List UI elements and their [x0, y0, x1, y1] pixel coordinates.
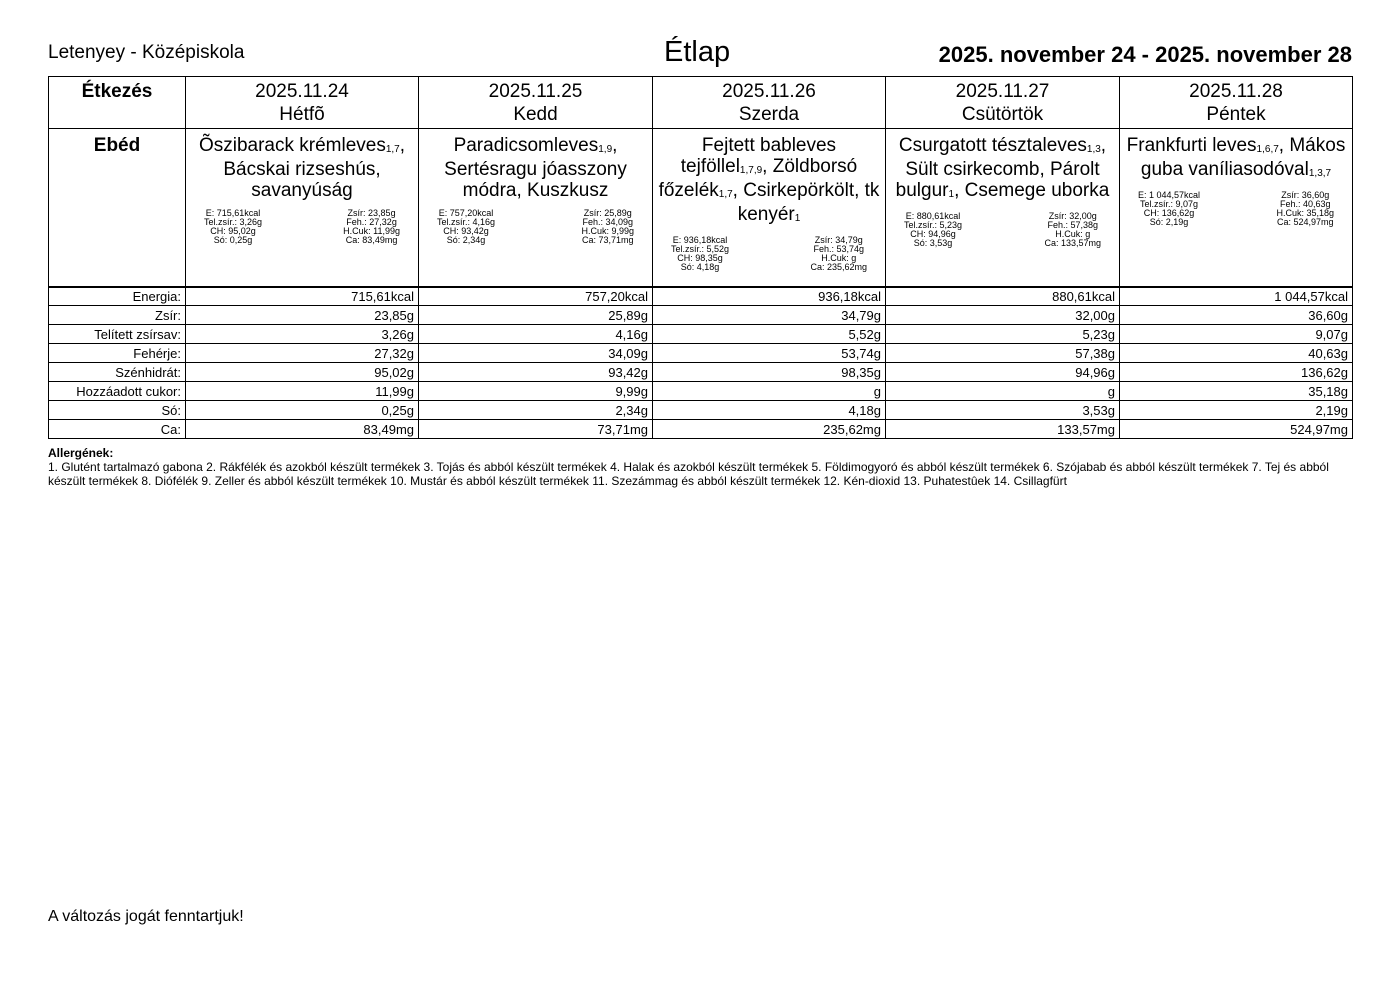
nutrition-row [49, 325, 1353, 344]
nutrition-line: CH: 136,62g [1143, 208, 1195, 218]
meal-cell [419, 129, 653, 288]
nutrition-line: H.Cuk: g [821, 253, 857, 263]
nutrition-value: 133,57mg [886, 420, 1120, 439]
nutrition-line: Zsír: 36,60g [1281, 190, 1330, 200]
day-header [419, 77, 653, 129]
day-name: Hétfõ [279, 104, 325, 125]
nutrition-value: 98,35g [653, 363, 886, 382]
nutrition-line: E: 757,20kcal [438, 208, 494, 218]
nutrition-value: 235,62mg [653, 420, 886, 439]
page-header [48, 36, 1352, 76]
meal-description: Õszibarack krémleves$_{1,7}$, Bácskai rizseshús, savanyúság [198, 135, 406, 201]
nutrition-label: Telített zsírsav: [49, 325, 186, 344]
nutrition-line: Feh.: 53,74g [813, 244, 864, 254]
meal-cell [186, 129, 419, 288]
nutrition-value: 4,18g [653, 401, 886, 420]
nutrition-value: 34,79g [653, 306, 886, 325]
day-name: Péntek [1206, 104, 1266, 125]
nutrition-value: g [653, 382, 886, 401]
day-date: 2025.11.26 [722, 81, 816, 102]
nutrition-label: Szénhidrát: [49, 363, 186, 382]
nutrition-line: Tel.zsír.: 4,16g [437, 217, 496, 227]
nutrition-row [49, 420, 1353, 439]
nutrition-line: H.Cuk: 11,99g [343, 226, 400, 236]
nutrition-row [49, 401, 1353, 420]
nutrition-row [49, 287, 1353, 306]
nutrition-line: Zsír: 34,79g [814, 235, 863, 245]
nutrition-line: Feh.: 40,63g [1279, 199, 1331, 209]
meal-description: Fejtett bableves tejföllel$_{1,7,9}$, Zöldborsó főzelék$_{1,7}$, Csirkepörkölt, tk kenyér$_1$ [658, 135, 880, 225]
nutrition-line: CH: 93,42g [443, 226, 489, 236]
nutrition-label: Só: [49, 401, 186, 420]
day-header [1120, 77, 1353, 129]
nutrition-line: E: 880,61kcal [905, 211, 961, 221]
nutrition-value: 136,62g [1120, 363, 1353, 382]
nutrition-value: 36,60g [1120, 306, 1353, 325]
nutrition-value: 2,19g [1120, 401, 1353, 420]
day-header [186, 77, 419, 129]
menu-table [48, 76, 1353, 288]
nutrition-line: Só: 4,18g [680, 262, 720, 272]
nutrition-line: E: 715,61kcal [205, 208, 261, 218]
nutrition-value: 1 044,57kcal [1120, 287, 1353, 306]
nutrition-value: 5,23g [886, 325, 1120, 344]
footer-note: A változás jogát fenntartjuk! [48, 908, 244, 925]
nutrition-label: Energia: [49, 287, 186, 306]
meal-description: Csurgatott tésztaleves$_{1,3}$, Sült csirkecomb, Párolt bulgur$_1$, Csemege uborka [895, 135, 1110, 201]
nutrition-value: 93,42g [419, 363, 653, 382]
nutrition-value: 23,85g [186, 306, 419, 325]
nutrition-value: 83,49mg [186, 420, 419, 439]
nutrition-line: Tel.zsír.: 5,52g [671, 244, 730, 254]
nutrition-line: CH: 94,96g [910, 229, 956, 239]
day-date: 2025.11.28 [1189, 81, 1283, 102]
meal-nutrition-summary [204, 209, 400, 245]
meal-nutrition-summary [671, 236, 867, 272]
allergen-section [48, 446, 1352, 488]
nutrition-value: 11,99g [186, 382, 419, 401]
day-date: 2025.11.27 [955, 81, 1050, 102]
school-name: Letenyey - Középiskola [48, 42, 245, 63]
nutrition-line: Só: 0,25g [213, 235, 253, 245]
day-name: Csütörtök [961, 104, 1044, 125]
nutrition-line: Só: 2,34g [446, 235, 486, 245]
nutrition-value: 4,16g [419, 325, 653, 344]
nutrition-row [49, 344, 1353, 363]
nutrition-value: 3,26g [186, 325, 419, 344]
nutrition-label: Ca: [49, 420, 186, 439]
meal-nutrition-summary [904, 212, 1101, 248]
nutrition-value: 880,61kcal [886, 287, 1120, 306]
page-title: Étlap [664, 36, 731, 68]
day-header-row [49, 77, 1353, 129]
date-range: 2025. november 24 - 2025. november 28 [938, 42, 1352, 67]
meal-cell [886, 129, 1120, 288]
nutrition-value: 715,61kcal [186, 287, 419, 306]
lunch-row [49, 129, 1353, 288]
nutrition-value: 0,25g [186, 401, 419, 420]
meal-cell [1120, 129, 1353, 288]
nutrition-line: Ca: 83,49mg [345, 235, 398, 245]
day-date: 2025.11.24 [255, 81, 349, 102]
meal-description: Paradicsomleves$_{1,9}$, Sertésragu jóasszony módra, Kuszkusz [444, 135, 627, 201]
nutrition-line: H.Cuk: 35,18g [1276, 208, 1334, 218]
nutrition-value: 94,96g [886, 363, 1120, 382]
meal-nutrition-summary [1138, 191, 1334, 227]
nutrition-value: 2,34g [419, 401, 653, 420]
nutrition-line: Ca: 235,62mg [810, 262, 867, 272]
day-name: Szerda [738, 104, 800, 125]
nutrition-value: 53,74g [653, 344, 886, 363]
nutrition-label: Hozzáadott cukor: [49, 382, 186, 401]
nutrition-value: 5,52g [653, 325, 886, 344]
nutrition-row [49, 363, 1353, 382]
nutrition-value: 27,32g [186, 344, 419, 363]
nutrition-line: CH: 98,35g [677, 253, 723, 263]
nutrition-line: Zsír: 23,85g [347, 208, 396, 218]
nutrition-line: Tel.zsír.: 9,07g [1140, 199, 1199, 209]
nutrition-value: 757,20kcal [419, 287, 653, 306]
day-date: 2025.11.25 [488, 81, 583, 102]
nutrition-row [49, 382, 1353, 401]
nutrition-label: Zsír: [49, 306, 186, 325]
nutrition-line: Feh.: 34,09g [582, 217, 633, 227]
meal-description: Frankfurti leves$_{1,6,7}$, Mákos guba vaníliasodóval$_{1,3,7}$ [1126, 135, 1346, 180]
meal-column-header: Étkezés [49, 77, 186, 129]
allergen-heading: Allergének: [48, 446, 114, 460]
meal-nutrition-summary [437, 209, 634, 245]
meal-cell [653, 129, 886, 288]
nutrition-value: 524,97mg [1120, 420, 1353, 439]
nutrition-line: CH: 95,02g [210, 226, 256, 236]
nutrition-table [48, 286, 1353, 439]
nutrition-line: H.Cuk: 9,99g [581, 226, 634, 236]
nutrition-value: 73,71mg [419, 420, 653, 439]
nutrition-value: 35,18g [1120, 382, 1353, 401]
nutrition-line: E: 1 044,57kcal [1138, 190, 1201, 200]
allergen-list: 1. Glutént tartalmazó gabona 2. Rákfélék és azokból készült termékek 3. Tojás és abból készült termékek 4. Halak és azokból készült termékek 5. Földimogyoró és abból készült termékek 6. Szójabab és abból készült termékek 7. Tej és abból készült termékek 8. Diófélék 9. Zeller és abból készült termékek 10. Mustár és abból készült termékek 11. Szezámmag és abból készült termékek 12. Kén-dioxid 13. Puhatestûek 14. Csillagfürt [48, 460, 1329, 488]
nutrition-value: 32,00g [886, 306, 1120, 325]
nutrition-line: Ca: 73,71mg [581, 235, 634, 245]
nutrition-line: E: 936,18kcal [672, 235, 728, 245]
nutrition-line: Feh.: 57,38g [1047, 220, 1098, 230]
nutrition-value: 9,07g [1120, 325, 1353, 344]
nutrition-value: 25,89g [419, 306, 653, 325]
nutrition-line: Só: 2,19g [1149, 217, 1189, 227]
nutrition-value: g [886, 382, 1120, 401]
day-header [886, 77, 1120, 129]
nutrition-line: Só: 3,53g [913, 238, 953, 248]
meal-label: Ebéd [49, 129, 186, 288]
nutrition-line: Feh.: 27,32g [346, 217, 397, 227]
nutrition-row [49, 306, 1353, 325]
nutrition-value: 57,38g [886, 344, 1120, 363]
nutrition-value: 3,53g [886, 401, 1120, 420]
nutrition-line: Tel.zsír.: 3,26g [204, 217, 263, 227]
nutrition-value: 34,09g [419, 344, 653, 363]
nutrition-line: Tel.zsír.: 5,23g [904, 220, 963, 230]
nutrition-value: 936,18kcal [653, 287, 886, 306]
nutrition-line: Ca: 133,57mg [1044, 238, 1101, 248]
day-name: Kedd [513, 104, 558, 125]
nutrition-line: Zsír: 32,00g [1048, 211, 1097, 221]
nutrition-line: H.Cuk: g [1055, 229, 1091, 239]
nutrition-label: Fehérje: [49, 344, 186, 363]
day-header [653, 77, 886, 129]
nutrition-line: Zsír: 25,89g [583, 208, 632, 218]
nutrition-value: 9,99g [419, 382, 653, 401]
nutrition-value: 95,02g [186, 363, 419, 382]
nutrition-line: Ca: 524,97mg [1276, 217, 1334, 227]
nutrition-value: 40,63g [1120, 344, 1353, 363]
